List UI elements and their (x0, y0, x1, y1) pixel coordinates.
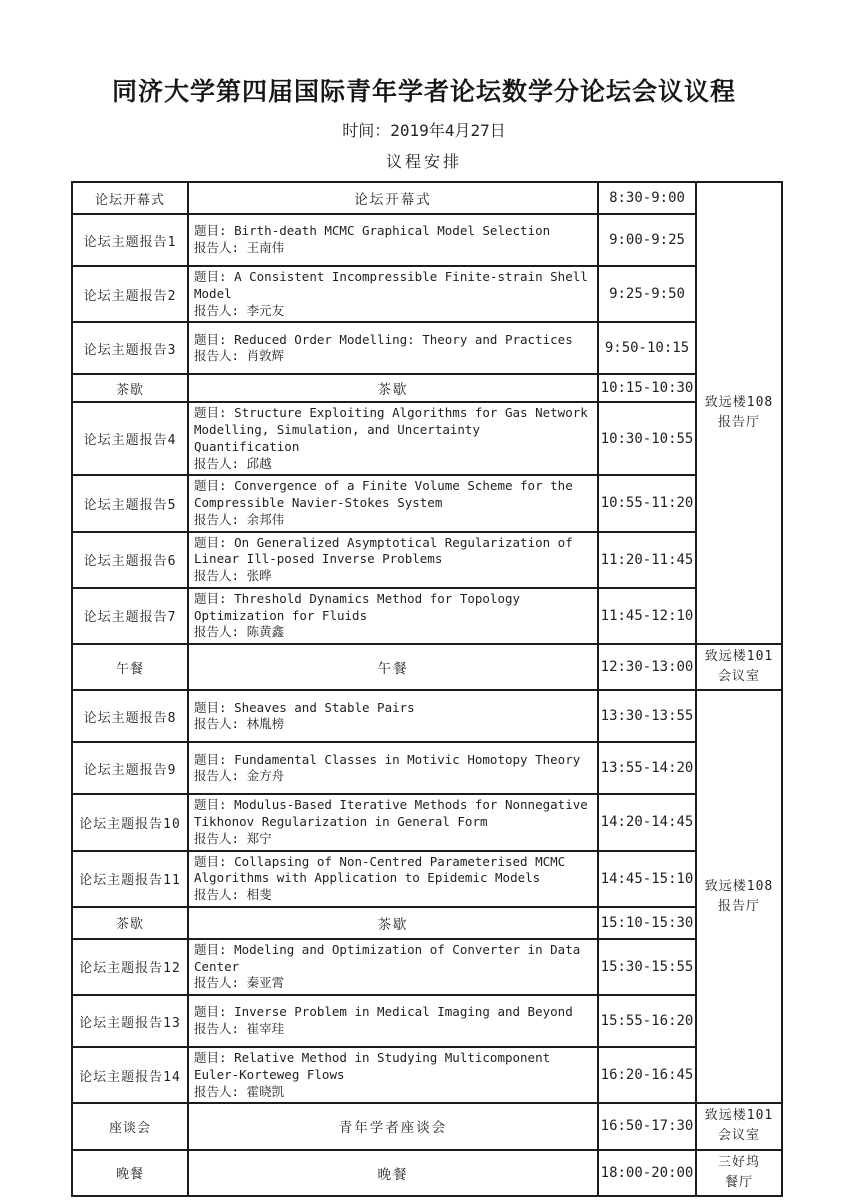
location-line2: 报告厅 (717, 898, 760, 914)
topic-line (194, 405, 592, 455)
content-cell (188, 794, 598, 850)
location-line1: 三好坞 (717, 1154, 760, 1170)
speaker-label: 报告人: (194, 624, 247, 640)
page-title: 同济大学第四届国际青年学者论坛数学分论坛会议议程 (111, 77, 736, 106)
topic-line (194, 854, 592, 888)
session-cell: 午餐 (72, 644, 188, 690)
session-cell: 论坛主题报告13 (72, 995, 188, 1047)
location-line1: 致远楼108 (704, 878, 774, 894)
content-cell (188, 402, 598, 475)
topic-text: Structure Exploiting Algorithms for Gas Network Modelling, Simulation, and Uncertainty Quantification (194, 405, 588, 454)
agenda-row-talk6 (72, 532, 782, 588)
agenda-row-opening (72, 182, 782, 214)
agenda-row-talk11 (72, 851, 782, 907)
session-cell: 茶歇 (72, 907, 188, 939)
speaker-label: 报告人: (194, 1083, 247, 1099)
speaker-text: 张晔 (246, 568, 272, 583)
agenda-row-talk3 (72, 322, 782, 374)
session-cell: 论坛主题报告6 (72, 532, 188, 588)
topic-text: Reduced Order Modelling: Theory and Practices (234, 331, 573, 347)
agenda-row-talk4 (72, 402, 782, 475)
speaker-label: 报告人: (194, 568, 247, 583)
time-cell: 12:30-13:00 (598, 644, 696, 690)
session-cell: 论坛主题报告3 (72, 322, 188, 374)
agenda-row-lunch (72, 644, 782, 690)
speaker-label: 报告人: (194, 348, 247, 364)
session-cell: 论坛主题报告9 (72, 742, 188, 794)
content-cell (188, 939, 598, 995)
speaker-text: 王南伟 (246, 240, 285, 255)
time-cell: 16:20-16:45 (598, 1047, 696, 1103)
speaker-text: 相斐 (246, 887, 272, 903)
agenda-row-talk9 (72, 742, 782, 794)
speaker-line (194, 768, 592, 785)
speaker-line (194, 1021, 592, 1038)
topic-line (194, 700, 592, 717)
date-line: 时间：2019年4月27日 (342, 121, 506, 140)
speaker-text: 崔宰珪 (246, 1021, 285, 1037)
topic-label: 题目: (194, 478, 235, 494)
session-cell: 论坛主题报告4 (72, 402, 188, 475)
time-cell: 13:30-13:55 (598, 690, 696, 742)
content-cell: 青年学者座谈会 (188, 1103, 598, 1149)
location-line2: 餐厅 (724, 1174, 753, 1190)
time-cell: 9:50-10:15 (598, 322, 696, 374)
session-cell: 茶歇 (72, 374, 188, 402)
speaker-text: 金方舟 (246, 768, 285, 784)
topic-text: Modulus-Based Iterative Methods for Nonnegative Tikhonov Regularization in General Form (194, 797, 588, 830)
topic-label: 题目: (194, 941, 235, 957)
topic-text: Convergence of a Finite Volume Scheme for the Compressible Navier-Stokes System (194, 478, 573, 510)
time-cell: 14:45-15:10 (598, 851, 696, 907)
topic-line (194, 223, 592, 240)
speaker-line (194, 716, 592, 733)
content-cell: 午餐 (188, 644, 598, 690)
agenda-row-talk1 (72, 214, 782, 266)
content-cell: 论坛开幕式 (188, 182, 598, 214)
content-cell (188, 742, 598, 794)
time-cell: 10:15-10:30 (598, 374, 696, 402)
speaker-line (194, 887, 592, 904)
speaker-label: 报告人: (194, 1021, 247, 1037)
agenda-row-talk13 (72, 995, 782, 1047)
location-line2: 会议室 (717, 1128, 760, 1144)
agenda-row-talk2 (72, 266, 782, 322)
speaker-text: 余邦伟 (246, 511, 285, 527)
content-cell (188, 266, 598, 322)
topic-line (194, 535, 592, 569)
topic-label: 题目: (194, 751, 235, 767)
speaker-line (194, 348, 592, 365)
topic-label: 题目: (194, 534, 235, 550)
topic-label: 题目: (194, 405, 235, 421)
topic-line (194, 332, 592, 349)
time-cell: 18:00-20:00 (598, 1150, 696, 1196)
topic-label: 题目: (194, 223, 235, 239)
agenda-row-talk7 (72, 588, 782, 644)
speaker-line (194, 1084, 592, 1101)
session-cell: 论坛主题报告10 (72, 794, 188, 850)
speaker-line (194, 512, 592, 529)
speaker-label: 报告人: (194, 455, 247, 471)
topic-label: 题目: (194, 590, 235, 606)
speaker-text: 林胤榜 (246, 716, 285, 732)
agenda-row-talk8 (72, 690, 782, 742)
agenda-row-talk5 (72, 475, 782, 531)
speaker-text: 李元友 (246, 302, 285, 318)
speaker-line (194, 831, 592, 848)
content-cell (188, 322, 598, 374)
location-cell (696, 644, 782, 690)
location-line1: 致远楼101 (704, 649, 774, 664)
session-cell: 论坛主题报告14 (72, 1047, 188, 1103)
agenda-row-forum (72, 1103, 782, 1149)
time-cell: 15:30-15:55 (598, 939, 696, 995)
agenda-row-teabreak1 (72, 374, 782, 402)
location-line2: 报告厅 (717, 415, 760, 430)
speaker-line (194, 975, 592, 992)
topic-line (194, 478, 592, 512)
session-cell: 论坛主题报告8 (72, 690, 188, 742)
speaker-text: 邱越 (246, 455, 272, 471)
speaker-label: 报告人: (194, 716, 247, 732)
speaker-label: 报告人: (194, 975, 247, 991)
topic-label: 题目: (194, 797, 235, 813)
agenda-row-talk10 (72, 794, 782, 850)
agenda-row-dinner (72, 1150, 782, 1196)
topic-line (194, 269, 592, 303)
speaker-text: 郑宁 (246, 830, 272, 846)
topic-text: Relative Method in Studying Multicomponent Euler-Korteweg Flows (194, 1050, 551, 1082)
topic-label: 题目: (194, 269, 235, 284)
content-cell (188, 1047, 598, 1103)
session-cell: 论坛主题报告2 (72, 266, 188, 322)
topic-label: 题目: (194, 1050, 235, 1066)
speaker-text: 霍晓凯 (246, 1083, 285, 1099)
content-cell (188, 214, 598, 266)
topic-line (194, 752, 592, 769)
subtitle: 议程安排 (385, 152, 462, 171)
time-cell: 9:00-9:25 (598, 214, 696, 266)
topic-text: Modeling and Optimization of Converter in Data Center (194, 941, 581, 974)
topic-label: 题目: (194, 699, 235, 715)
time-cell: 16:50-17:30 (598, 1103, 696, 1149)
speaker-label: 报告人: (194, 511, 247, 527)
speaker-label: 报告人: (194, 830, 247, 846)
speaker-line (194, 568, 592, 585)
session-cell: 论坛主题报告11 (72, 851, 188, 907)
topic-text: Fundamental Classes in Motivic Homotopy Theory (234, 751, 581, 767)
speaker-line (194, 624, 592, 641)
content-cell (188, 690, 598, 742)
session-cell: 论坛主题报告5 (72, 475, 188, 531)
time-cell: 13:55-14:20 (598, 742, 696, 794)
time-cell: 10:30-10:55 (598, 402, 696, 475)
agenda-table (71, 181, 783, 1197)
session-cell: 论坛开幕式 (72, 182, 188, 214)
location-line1: 致远楼108 (704, 394, 774, 410)
session-cell: 晚餐 (72, 1150, 188, 1196)
speaker-line (194, 303, 592, 320)
topic-label: 题目: (194, 1004, 235, 1020)
content-cell (188, 532, 598, 588)
speaker-text: 陈黄鑫 (246, 624, 285, 640)
speaker-label: 报告人: (194, 887, 247, 903)
content-cell (188, 995, 598, 1047)
speaker-text: 秦亚霄 (246, 975, 285, 991)
topic-text: Inverse Problem in Medical Imaging and Beyond (234, 1004, 573, 1020)
time-cell: 14:20-14:45 (598, 794, 696, 850)
speaker-line (194, 240, 592, 257)
content-cell (188, 588, 598, 644)
content-cell (188, 851, 598, 907)
topic-label: 题目: (194, 853, 235, 869)
topic-line (194, 591, 592, 625)
topic-text: A Consistent Incompressible Finite-strain Shell Model (194, 269, 588, 301)
topic-line (194, 797, 592, 831)
topic-text: Sheaves and Stable Pairs (234, 699, 415, 715)
topic-text: On Generalized Asymptotical Regularization of Linear Ill-posed Inverse Problems (194, 534, 573, 567)
agenda-row-talk12 (72, 939, 782, 995)
speaker-text: 肖敦辉 (246, 348, 285, 364)
location-cell (696, 690, 782, 1103)
agenda-row-teabreak2 (72, 907, 782, 939)
speaker-line (194, 456, 592, 473)
location-cell (696, 1150, 782, 1196)
topic-text: Birth-death MCMC Graphical Model Selection (234, 223, 551, 239)
time-cell: 8:30-9:00 (598, 182, 696, 214)
location-line2: 会议室 (717, 669, 760, 685)
time-cell: 15:55-16:20 (598, 995, 696, 1047)
speaker-label: 报告人: (194, 302, 247, 318)
speaker-label: 报告人: (194, 768, 247, 784)
location-line1: 致远楼101 (704, 1108, 774, 1124)
topic-line (194, 1050, 592, 1084)
location-cell (696, 1103, 782, 1149)
time-cell: 9:25-9:50 (598, 266, 696, 322)
session-cell: 论坛主题报告1 (72, 214, 188, 266)
content-cell: 茶歇 (188, 907, 598, 939)
location-cell (696, 182, 782, 644)
content-cell: 晚餐 (188, 1150, 598, 1196)
session-cell: 座谈会 (72, 1103, 188, 1149)
speaker-label: 报告人: (194, 240, 247, 255)
time-cell: 15:10-15:30 (598, 907, 696, 939)
time-cell: 11:45-12:10 (598, 588, 696, 644)
topic-line (194, 942, 592, 976)
session-cell: 论坛主题报告7 (72, 588, 188, 644)
content-cell (188, 475, 598, 531)
time-cell: 11:20-11:45 (598, 532, 696, 588)
time-cell: 10:55-11:20 (598, 475, 696, 531)
topic-text: Collapsing of Non-Centred Parameterised MCMC Algorithms with Application to Epidemic Models (194, 853, 566, 886)
topic-text: Threshold Dynamics Method for Topology Optimization for Fluids (194, 590, 521, 623)
topic-label: 题目: (194, 331, 235, 347)
agenda-row-talk14 (72, 1047, 782, 1103)
session-cell: 论坛主题报告12 (72, 939, 188, 995)
content-cell: 茶歇 (188, 374, 598, 402)
topic-line (194, 1004, 592, 1021)
